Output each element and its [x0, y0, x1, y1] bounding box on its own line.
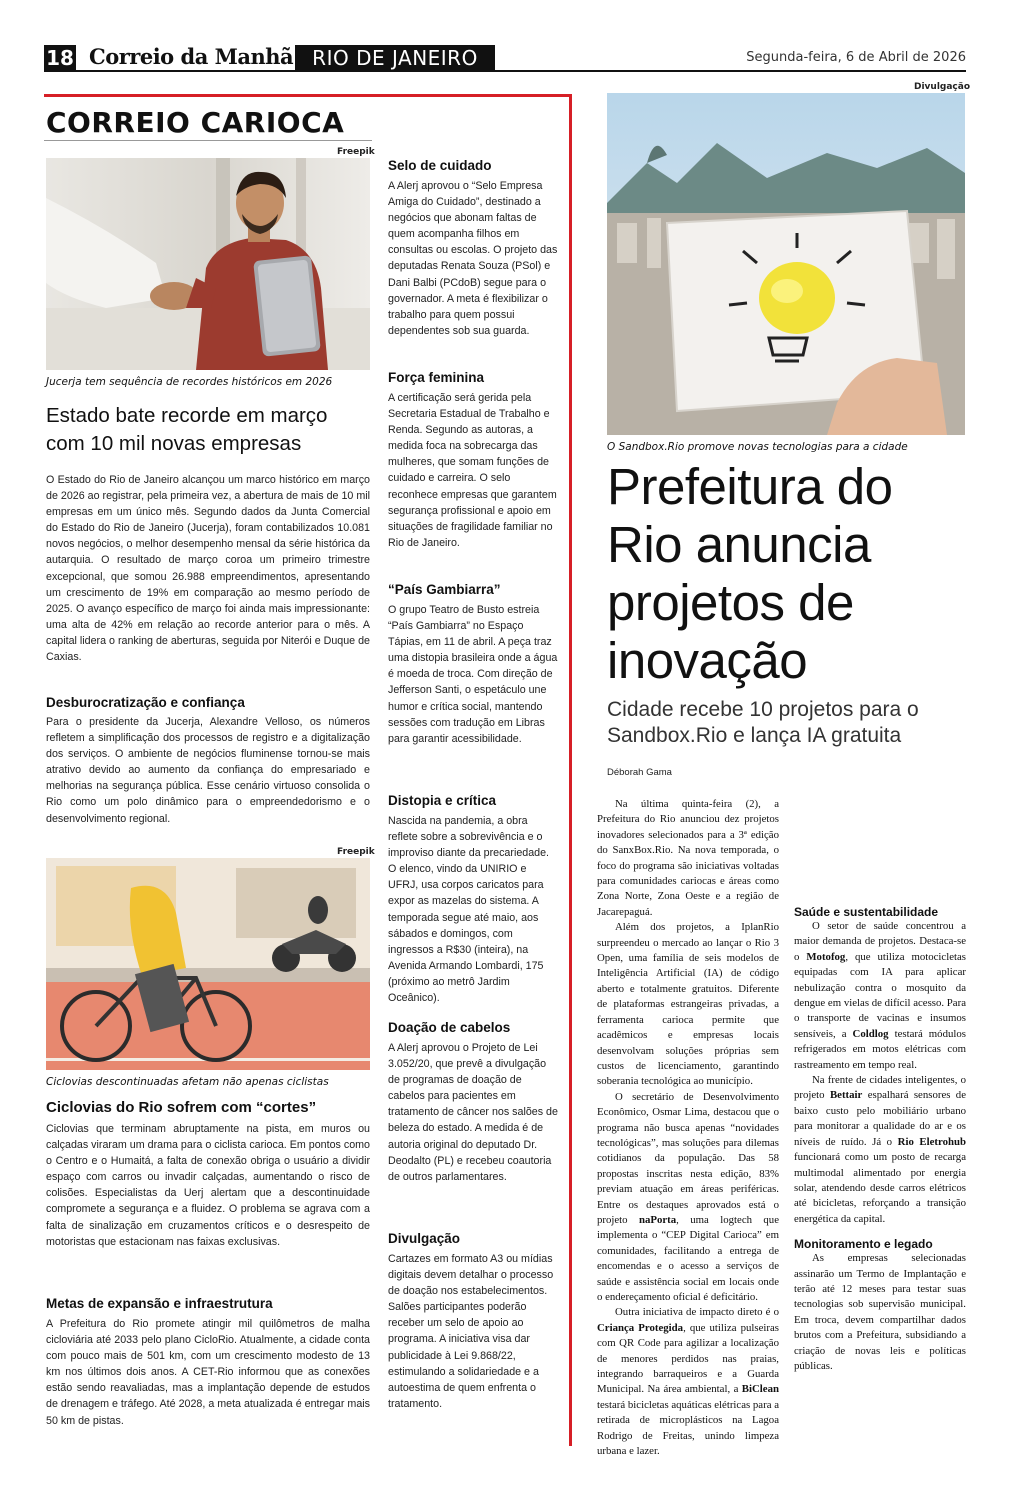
page-number: 18 [44, 45, 76, 71]
newspaper-name: Correio da Manhã [89, 44, 294, 69]
lead-subhead: Desburocratização e confiança [46, 695, 245, 710]
paragraph: O setor de saúde concentrou a maior demanda de projetos. Destaca-se o Motofog, que utiliza motocicletas equipadas com IA para aplicar nebulização contra o mosquito da dengue em vielas de difícil acesso. Para o transporte de vacinas e insumos sensíveis, a Coldlog testará módulos refrigerados em motos elétricas com rastreamento em tempo real. [794, 920, 967, 1071]
lead-headline: Estado bate recorde em março com 10 mil novas empresas [46, 404, 328, 455]
paragraph: As empresas selecionadas assinarão um Termo de Implantação e terão até 12 meses para testar suas tecnologias sob supervisão municipal. Em troca, devem compartilhar dados brutos com a Prefeitura, subsidiando a criação de novas leis e políticas públicas. [794, 1252, 966, 1372]
note-title: Distopia e crítica [388, 793, 497, 808]
photo-credit: Freepik [337, 147, 375, 157]
photo-caption: Jucerja tem sequência de recordes históricos em 2026 [46, 376, 333, 388]
bike-body: Ciclovias que terminam abruptamente na pista, em muros ou calçadas viraram um drama para o ciclista carioca. Em pontos como o Centro e o Humaitá, a falta de conexão obriga o usuário a dividir espaço com carros ou invadir calçadas, aumentando o risco de colisões. Especialistas da Uerj alertam que a descontinuidade compromete a segurança e a fluidez. O problema se agrava com a falta de sinalização em cruzamentos críticos e o desrespeito de motoristas que estacionam nas faixas exclusivas. [46, 1123, 370, 1248]
column-frame-right [569, 94, 572, 1446]
photo-caption: O Sandbox.Rio promove novas tecnologias para a cidade [607, 441, 908, 453]
lead-body-2: Para o presidente da Jucerja, Alexandre Velloso, os números refletem a simplificação dos processos de registro e a digitalização dos serviços. O ambiente de negócios fluminense tornou-se mais atrativo devido ao aumento da confiança do empresariado e melhorias na segurança pública. Esse cenário virtuoso consolida o Rio como um polo dinâmico para o empreendedorismo e o desenvolvimento regional. [46, 716, 370, 825]
bike-subhead: Metas de expansão e infraestrutura [46, 1296, 273, 1311]
feature-subheadline: Cidade recebe 10 projetos para o Sandbox.Rio e lança IA gratuita [607, 698, 919, 747]
feature-subhead: Saúde e sustentabilidade [794, 905, 939, 919]
feature-headline: Prefeitura do Rio anuncia projetos de inovação [607, 458, 893, 689]
photo-caption: Ciclovias descontinuadas afetam não apenas ciclistas [46, 1076, 329, 1088]
byline: Déborah Gama [607, 767, 672, 778]
column-title: CORREIO CARIOCA [46, 106, 345, 139]
note-body: A certificação será gerida pela Secretaria Estadual de Trabalho e Renda. Segundo as autoras, a medida foca na sobrecarga das mulheres, que somam funções de cuidado e carreira. O selo reconhece empresas que garantem segurança profissional e apoio em situações de fragilidade familiar no Rio de Janeiro. [388, 392, 557, 549]
project-name: Motofog [806, 950, 846, 963]
cyclist-photo [46, 858, 370, 1070]
paragraph: Na última quinta-feira (2), a Prefeitura do Rio anunciou dez projetos inovadores selecionados para a 3ª edição do SanxBox.Rio. Na nova temporada, o foco do programa são iniciativas voltadas para comunidades cariocas e áreas como Zona Norte, Zona Oeste e a região de Jacarepaguá. [597, 798, 779, 918]
column-title-rule [44, 140, 372, 141]
bike-body-2: A Prefeitura do Rio promete atingir mil quilômetros de malha cicloviária até 2033 pelo plano CicloRio. Atualmente, a cidade conta com pouco mais de 501 km, com um crescimento modesto de 13 km nos últimos dois anos. A CET-Rio informou que as conexões estão sendo reavaliadas, mas a implantação depende de estudos de drenagem e tráfego. Até 2028, a meta atualizada é entregar mais 50 km de pistas. [46, 1318, 370, 1427]
paragraph: Na frente de cidades inteligentes, o projeto Bettair espalhará sensores de baixo custo pelo mobiliário urbano para monitorar a qualidade do ar e os níveis de ruído. Já o Rio Eletrohub funcionará como um posto de recarga multimodal alimentado por energia solar, atendendo desde carros elétricos até bicicletas, reforçando a transição energética da capital. [794, 1074, 966, 1225]
section-banner: RIO DE JANEIRO [295, 45, 495, 71]
project-name: BiClean [741, 1383, 779, 1396]
feature-body-col2 [794, 765, 966, 1374]
note-title: Divulgação [388, 1231, 461, 1246]
project-name: Rio Eletrohub [897, 1135, 966, 1148]
note-body: Cartazes em formato A3 ou mídias digitais devem detalhar o processo de doação nos estabelecimentos. Salões participantes poderão receber um selo de apoio ao programa. A iniciativa visa dar publicidade à Lei 9.868/22, estimulando a solidariedade e a autoestima de quem enfrenta o tratamento. [388, 1253, 554, 1410]
publication-date: Segunda-feira, 6 de Abril de 2026 [746, 50, 966, 65]
note-title: “País Gambiarra” [388, 582, 501, 597]
note-title: Força feminina [388, 370, 485, 385]
paragraph: Além dos projetos, a IplanRio surpreendeu o mercado ao lançar o Rio 3 Open, uma família de seis modelos de Inteligência Artificial (IA) de código aberto e totalmente gratuitos. Diferente de plataformas estrangeiras privadas, a ferramenta carioca permite que acadêmicos e empresas locais desenvolvam soluções próprias sem custos de licenciamento, garantindo soberania tecnológica ao município. [597, 921, 779, 1088]
header-rule [44, 70, 966, 72]
paragraph: Outra iniciativa de impacto direto é o Criança Protegida, que utiliza pulseiras com QR Code para agilizar a localização de menores perdidos nas praias, integrando barraqueiros e a Guarda Municipal. Na área ambiental, a BiClean testará bicicletas aquáticas elétricas para a retirada de microplásticos na Lagoa Rodrigo de Freitas, unindo limpeza urbana e lazer. [597, 1306, 779, 1458]
note-body: O grupo Teatro de Busto estreia “País Gambiarra” no Espaço Tápias, em 11 de abril. A peça traz uma distopia brasileira onde a água é moeda de troca. Com direção de Jefferson Santi, o espetáculo une humor e crítica social, mantendo sessões com tradução em Libras para garantir acessibilidade. [388, 604, 558, 745]
project-name: Bettair [829, 1089, 863, 1102]
note-title: Doação de cabelos [388, 1020, 511, 1035]
project-name: Criança Protegida [597, 1321, 684, 1334]
sandbox-photo [607, 93, 965, 435]
feature-body-col1 [597, 797, 779, 1459]
lead-body: O Estado do Rio de Janeiro alcançou um marco histórico em março de 2026 ao registrar, pela primeira vez, a abertura de mais de 10 mil empresas em um único mês. Segundo dados da Junta Comercial do Estado do Rio de Janeiro (Jucerja), foram contabilizados 10.081 novos negócios, o melhor desempenho mensal da série histórica da autarquia. O resultado de março coroa um primeiro trimestre excepcional, que somou 26.988 empreendimentos, apresentando um crescimento de 19% em comparação ao mesmo período de 2025. O avanço específico de março foi ainda mais impressionante: uma alta de 42% em relação ao recorde anterior para o mês. A capital lidera o ranking de aberturas, seguida por Niterói e Duque de Caxias. [46, 474, 370, 664]
photo-credit: Freepik [337, 847, 375, 857]
column-frame-top [44, 94, 572, 97]
project-name: Coldlog [852, 1027, 889, 1040]
note-body: Nascida na pandemia, a obra reflete sobre a sobrevivência e o improviso diante da precariedade. O elenco, vindo da UNIRIO e UFRJ, usa corpos caricatos para expor as mazelas do sistema. A temporada segue até maio, aos sábados e domingos, com ingressos a R$30 (inteira), na Avenida Armando Lombardi, 175 (próximo ao metrô Jardim Oceânico). [388, 815, 550, 1005]
feature-subhead: Monitoramento e legado [794, 1237, 933, 1252]
note-body: A Alerj aprovou o “Selo Empresa Amiga do Cuidado”, destinado a negócios que abonam faltas de quem acompanha filhos em consultas ou escolas. O projeto das deputadas Renata Souza (PSol) e Dani Balbi (PCdoB) segue para o governador. A meta é flexibilizar o trabalho para quem possui dependentes sob sua guarda. [388, 180, 558, 337]
note-title: Selo de cuidado [388, 158, 492, 173]
handshake-photo [46, 158, 370, 370]
note-body: A Alerj aprovou o Projeto de Lei 3.052/20, que prevê a divulgação de programas de doação de cabelos para pacientes em tratamento de câncer nos salões de beleza do estado. A medida é de autoria original do deputado Dr. Deodalto (PL) e recebeu coautoria de outros parlamentares. [388, 1042, 558, 1183]
photo-credit: Divulgação [914, 82, 971, 92]
paragraph: O secretário de Desenvolvimento Econômico, Osmar Lima, destacou que o programa não busca apenas “novidades tecnológicas”, mas soluções para dilemas cotidianos da população. Das 58 propostas inscritas nesta edição, 83% previam atuação em áreas periféricas. Entre os destaques aprovados está o projeto naPorta, uma logtech que implementa o “CEP Digital Carioca” em comunidades, facilitando a entrega de encomendas e o acesso a serviços de saúde e assistência social em locais onde o endereçamento oficial é deficitário. [597, 1090, 779, 1303]
bike-headline: Ciclovias do Rio sofrem com “cortes” [46, 1099, 317, 1116]
project-name: naPorta [638, 1213, 677, 1226]
